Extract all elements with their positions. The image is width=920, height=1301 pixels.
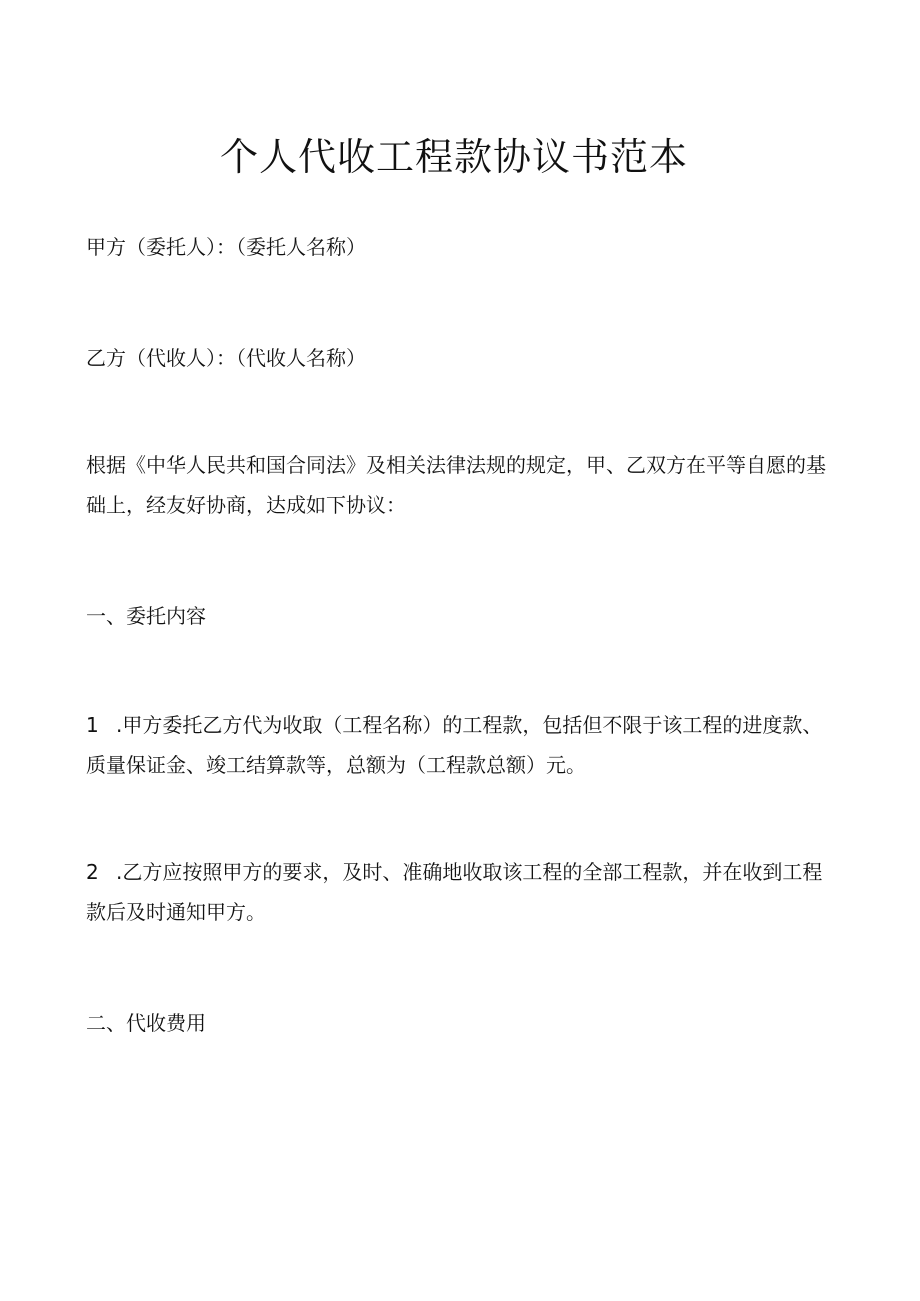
section-2-heading: 二、代收费用	[86, 1011, 206, 1035]
clause-2-paragraph	[86, 852, 836, 932]
preamble-paragraph: 根据《中华人民共和国合同法》及相关法律法规的规定，甲、乙双方在平等自愿的基础上，经友好协商，达成如下协议：	[86, 453, 826, 517]
clause-1-text: .甲方委托乙方代为收取（工程名称）的工程款，包括但不限于该工程的进度款、质量保证金、竣工结算款等，总额为（工程款总额）元。	[86, 713, 823, 777]
party-a-line: 甲方（委托人）：（委托人名称）	[86, 235, 366, 259]
party-b-line: 乙方（代收人）：（代收人名称）	[86, 346, 366, 370]
clause-1-paragraph	[86, 705, 836, 785]
document-title: 个人代收工程款协议书范本	[219, 135, 688, 179]
clause-2-number: 2	[86, 860, 99, 884]
section-1-heading: 一、委托内容	[86, 604, 206, 628]
clause-2-text: .乙方应按照甲方的要求，及时、准确地收取该工程的全部工程款，并在收到工程款后及时通知甲方。	[86, 860, 823, 924]
clause-1-number: 1	[86, 713, 99, 737]
